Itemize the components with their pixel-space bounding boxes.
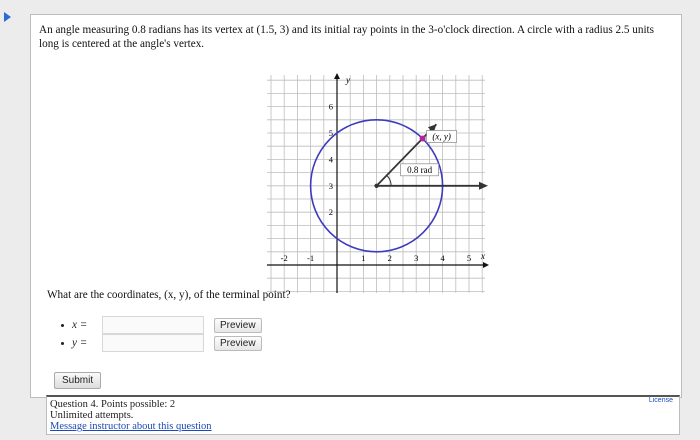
- initial-ray-arrow-icon: [479, 182, 488, 190]
- answer-row-x: [61, 316, 262, 334]
- y-tick-label: 5: [328, 128, 333, 138]
- x-axis-label: x: [481, 251, 485, 261]
- x-tick-label: -2: [280, 253, 288, 263]
- angle-label: 0.8 rad: [407, 164, 433, 175]
- y-answer-input[interactable]: [102, 334, 204, 352]
- points-text: Question 4. Points possible: 2: [50, 399, 176, 410]
- collapse-arrow-icon[interactable]: [4, 12, 11, 22]
- x-tick-label: -1: [307, 253, 315, 263]
- x-tick-label: 5: [466, 253, 472, 263]
- answer-row-y: [61, 334, 262, 352]
- y-axis-arrow-icon: [334, 73, 340, 79]
- graph-ticks: [281, 75, 485, 263]
- angle-graph: [239, 63, 489, 299]
- coordinates-question: What are the coordinates, (x, y), of the terminal point?: [47, 289, 291, 301]
- x-tick-label: 2: [387, 253, 392, 263]
- point-label: (x, y): [432, 131, 451, 142]
- x-preview-button[interactable]: Preview: [214, 318, 262, 333]
- y-preview-button[interactable]: Preview: [214, 336, 262, 351]
- y-axis-label: y: [346, 75, 350, 85]
- bullet-icon: [61, 342, 64, 345]
- x-answer-input[interactable]: [102, 316, 204, 334]
- y-tick-label: 6: [328, 101, 333, 112]
- attempts-text: Unlimited attempts.: [50, 410, 134, 421]
- y-tick-label: 4: [328, 154, 333, 165]
- angle-arc: [387, 175, 391, 185]
- y-tick-label: 3: [328, 180, 333, 191]
- submit-button[interactable]: Submit: [54, 372, 101, 389]
- x-tick-label: 1: [361, 253, 366, 263]
- message-instructor-link[interactable]: Message instructor about this question: [50, 421, 212, 432]
- x-answer-label: x =: [72, 319, 88, 331]
- y-answer-label: y =: [72, 337, 88, 349]
- x-tick-label: 3: [414, 253, 419, 263]
- x-axis-arrow-icon: [483, 262, 489, 268]
- y-tick-label: 2: [328, 207, 333, 218]
- license-link[interactable]: License: [648, 397, 673, 404]
- bullet-icon: [61, 324, 64, 327]
- question-card: [30, 14, 682, 398]
- terminal-point: [420, 135, 426, 141]
- vertex-point: [374, 184, 378, 188]
- x-tick-label: 4: [440, 253, 445, 263]
- question-info-box: [46, 395, 680, 435]
- question-prompt: An angle measuring 0.8 radians has its vertex at (1.5, 3) and its initial ray points in the 3-o'clock direction. A circle with a radius 2.5 units long is centered at the angle's vertex.: [39, 24, 655, 50]
